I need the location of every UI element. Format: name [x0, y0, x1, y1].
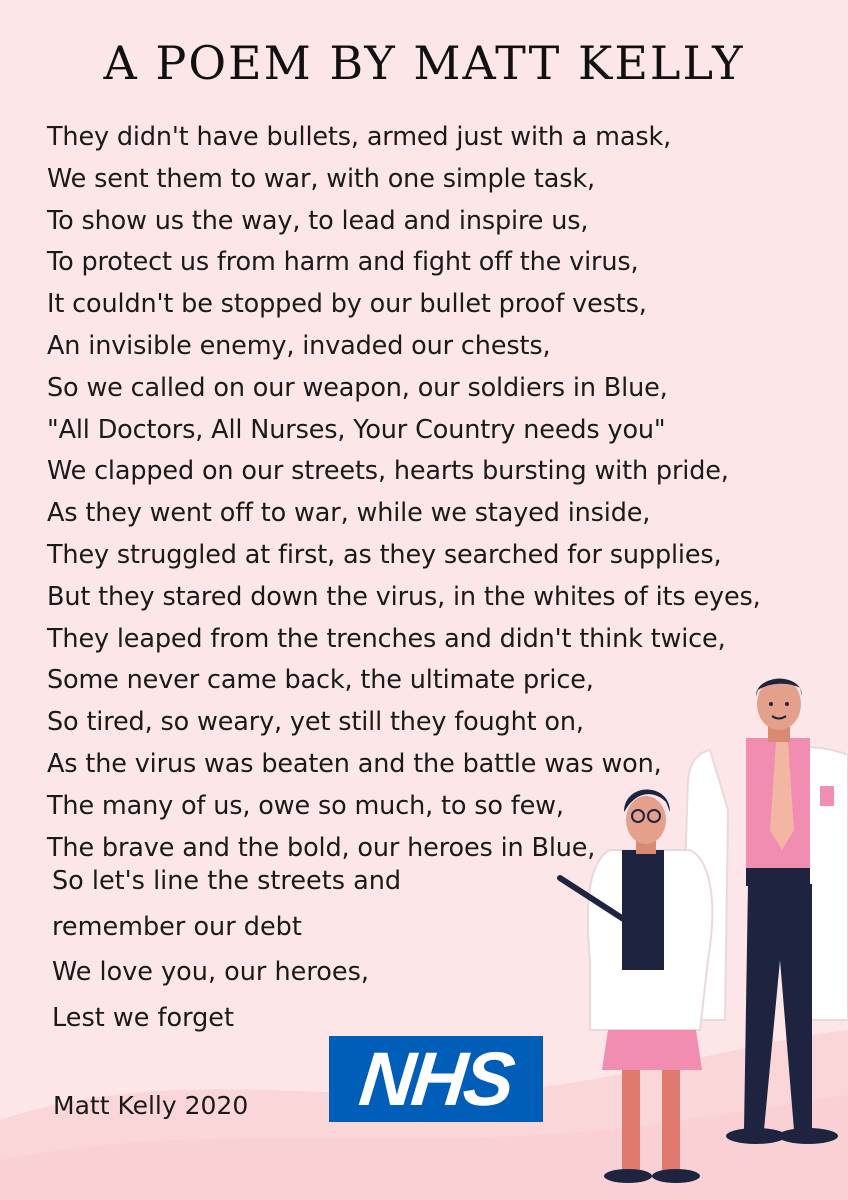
poem-line: But they stared down the virus, in the whites of its eyes,	[47, 581, 761, 612]
closing-line: Lest we forget	[52, 1002, 234, 1033]
nhs-logo-text: NHS	[355, 1036, 517, 1122]
poem-line: It couldn't be stopped by our bullet proof vests,	[47, 289, 647, 320]
poem-line: "All Doctors, All Nurses, Your Country needs you"	[47, 414, 666, 445]
poem-line: So we called on our weapon, our soldiers in Blue,	[47, 372, 668, 403]
poem-line: We sent them to war, with one simple task,	[47, 163, 595, 194]
closing-line: So let's line the streets and	[52, 866, 402, 896]
poem-line: The brave and the bold, our heroes in Blue,	[47, 832, 596, 863]
poem-line: To show us the way, to lead and inspire us,	[47, 205, 589, 236]
poem-line: Some never came back, the ultimate price,	[47, 665, 594, 696]
nhs-logo	[329, 1036, 543, 1122]
poem-line: An invisible enemy, invaded our chests,	[47, 330, 551, 361]
poem-line: They didn't have bullets, armed just with a mask,	[47, 122, 672, 152]
closing-line: We love you, our heroes,	[52, 957, 369, 987]
signature: Matt Kelly 2020	[53, 1091, 249, 1120]
poem-line: They leaped from the trenches and didn't think twice,	[47, 623, 726, 654]
doctors-illustration	[550, 660, 848, 1200]
poem-line: As they went off to war, while we stayed inside,	[47, 498, 651, 529]
closing-line: remember our debt	[52, 911, 302, 942]
poem-line: So tired, so weary, yet still they fought on,	[47, 707, 584, 738]
poem-title: A POEM BY MATT KELLY	[103, 36, 745, 90]
closing-verse	[52, 859, 532, 1041]
poem-line: To protect us from harm and fight off the virus,	[47, 247, 639, 278]
poem-line: The many of us, owe so much, to so few,	[47, 790, 564, 821]
poem-line: They struggled at first, as they searched for supplies,	[47, 539, 722, 570]
poem-line: We clapped on our streets, hearts bursting with pride,	[47, 456, 729, 487]
poem-line: As the virus was beaten and the battle was won,	[47, 748, 662, 779]
